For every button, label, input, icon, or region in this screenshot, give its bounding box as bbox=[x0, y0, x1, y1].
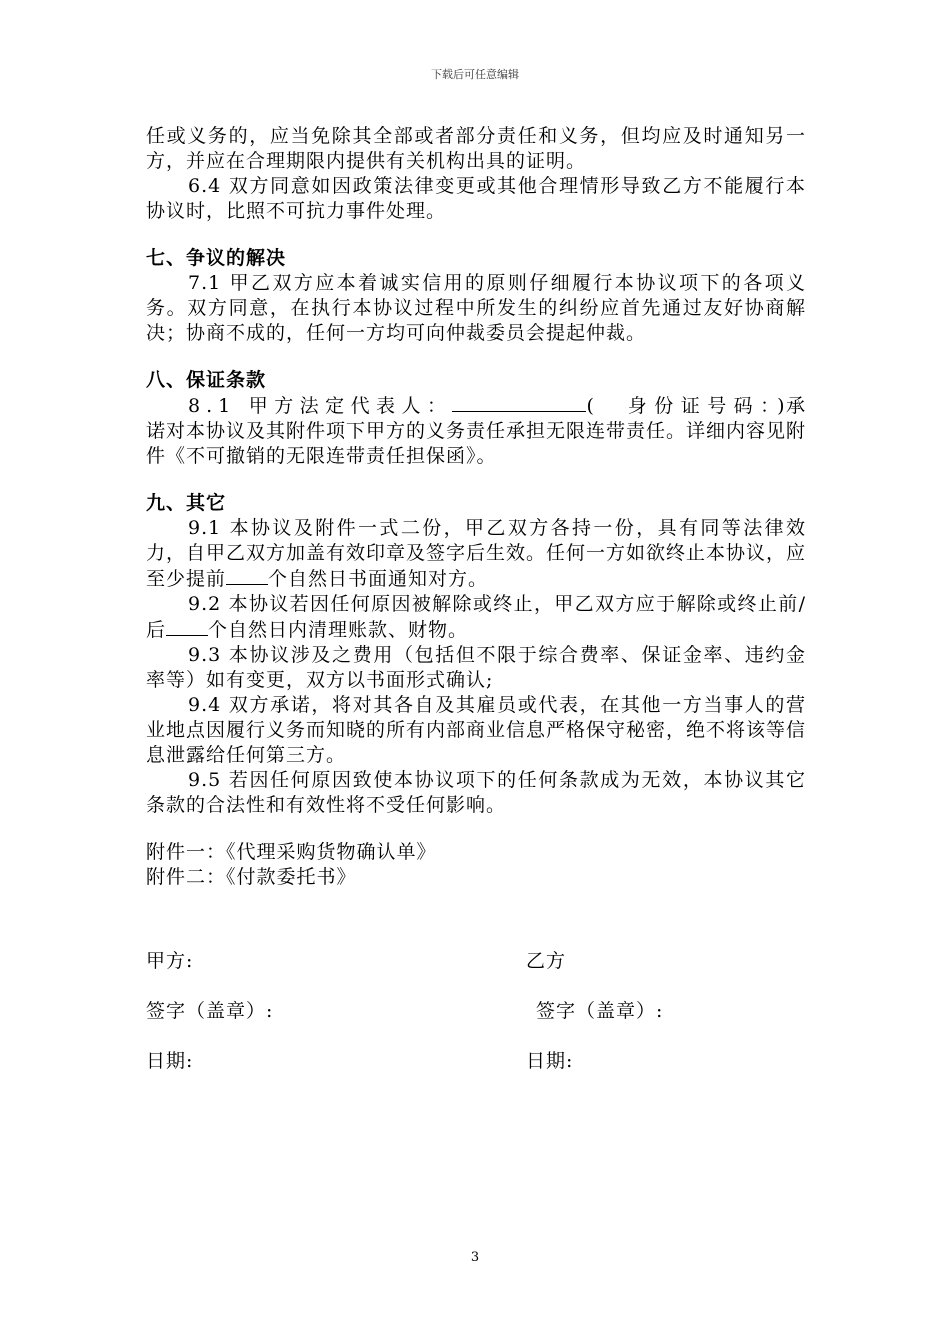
paragraph-9-1-text: 9.1 本协议及附件一式二份，甲乙双方各持一份，具有同等法律效力，自甲乙双方加盖有效印章及签字后生效。任何一方如欲终止本协议，应至少提前 bbox=[146, 517, 807, 590]
paragraph-9-4: 9.4 双方承诺，将对其各自及其雇员或代表，在其他一方当事人的营业地点因履行义务而知晓的所有内部商业信息严格保守秘密，绝不将该等信息泄露给任何第三方。 bbox=[146, 694, 807, 766]
party-b-seal-label: 签字（盖章）: bbox=[536, 1000, 664, 1022]
attachments-list bbox=[146, 840, 806, 890]
party-b-label: 乙方 bbox=[526, 950, 567, 972]
paragraph-9-2 bbox=[146, 592, 806, 643]
section-9-title: 九、其它 bbox=[146, 492, 227, 514]
paragraph-8-1-lead: 8.1 甲方法定代表人： bbox=[188, 395, 453, 417]
paragraph-9-3: 9.3 本协议涉及之费用（包括但不限于综合费率、保证金率、违约金率等）如有变更，双方以书面形式确认; bbox=[146, 644, 806, 691]
paragraph-9-1 bbox=[146, 516, 806, 592]
notice-days-blank[interactable] bbox=[226, 566, 268, 585]
paragraph-8-1 bbox=[146, 393, 806, 469]
page-header: 下载后可任意编辑 bbox=[431, 68, 519, 81]
paragraph-9-2-tail: 个自然日内清理账款、财物。 bbox=[208, 619, 469, 641]
paragraph-8-1-id: ( 身份证号码： bbox=[586, 395, 778, 417]
paragraph-7-1: 7.1 甲乙双方应本着诚实信用的原则仔细履行本协议项下的各项义务。双方同意，在执行本协议过程中所发生的纠纷应首先通过友好协商解决；协商不成的，任何一方均可向仲裁委员会提起仲裁。 bbox=[146, 272, 806, 344]
attachment-2: 附件二：《付款委托书》 bbox=[146, 866, 357, 888]
paragraph-6-4: 6.4 双方同意如因政策法律变更或其他合理情形导致乙方不能履行本协议时，比照不可抗力事件处理。 bbox=[146, 175, 806, 222]
paragraph-9-5: 9.5 若因任何原因致使本协议项下的任何条款成为无效，本协议其它条款的合法性和有效性将不受任何影响。 bbox=[146, 769, 806, 816]
paragraph-9-1-tail: 个自然日书面通知对方。 bbox=[268, 568, 489, 590]
section-8-title: 八、保证条款 bbox=[146, 369, 267, 391]
section-7-title: 七、争议的解决 bbox=[146, 247, 287, 269]
document-body bbox=[146, 124, 806, 890]
party-a-label: 甲方: bbox=[146, 950, 194, 972]
attachment-1: 附件一：《代理采购货物确认单》 bbox=[146, 841, 437, 863]
representative-blank[interactable] bbox=[452, 393, 586, 412]
party-b-date-label: 日期: bbox=[526, 1050, 574, 1072]
paragraph-6-3-continued: 任或义务的，应当免除其全部或者部分责任和义务，但均应及时通知另一方，并应在合理期限内提供有关机构出具的证明。 bbox=[146, 125, 806, 172]
party-a-date-label: 日期: bbox=[146, 1050, 194, 1072]
settlement-days-blank[interactable] bbox=[166, 617, 208, 636]
party-a-seal-label: 签字（盖章）: bbox=[146, 1000, 274, 1022]
page-number: 3 bbox=[470, 1250, 480, 1265]
paragraph-8-1-rest: )承诺对本协议及其附件项下甲方的义务责任承担无限连带责任。详细内容见附件《不可撤销的无限连带责任担保函》。 bbox=[146, 395, 807, 467]
paragraph-9-2-text: 9.2 本协议若因任何原因被解除或终止，甲乙双方应于解除或终止前/后 bbox=[146, 593, 806, 641]
